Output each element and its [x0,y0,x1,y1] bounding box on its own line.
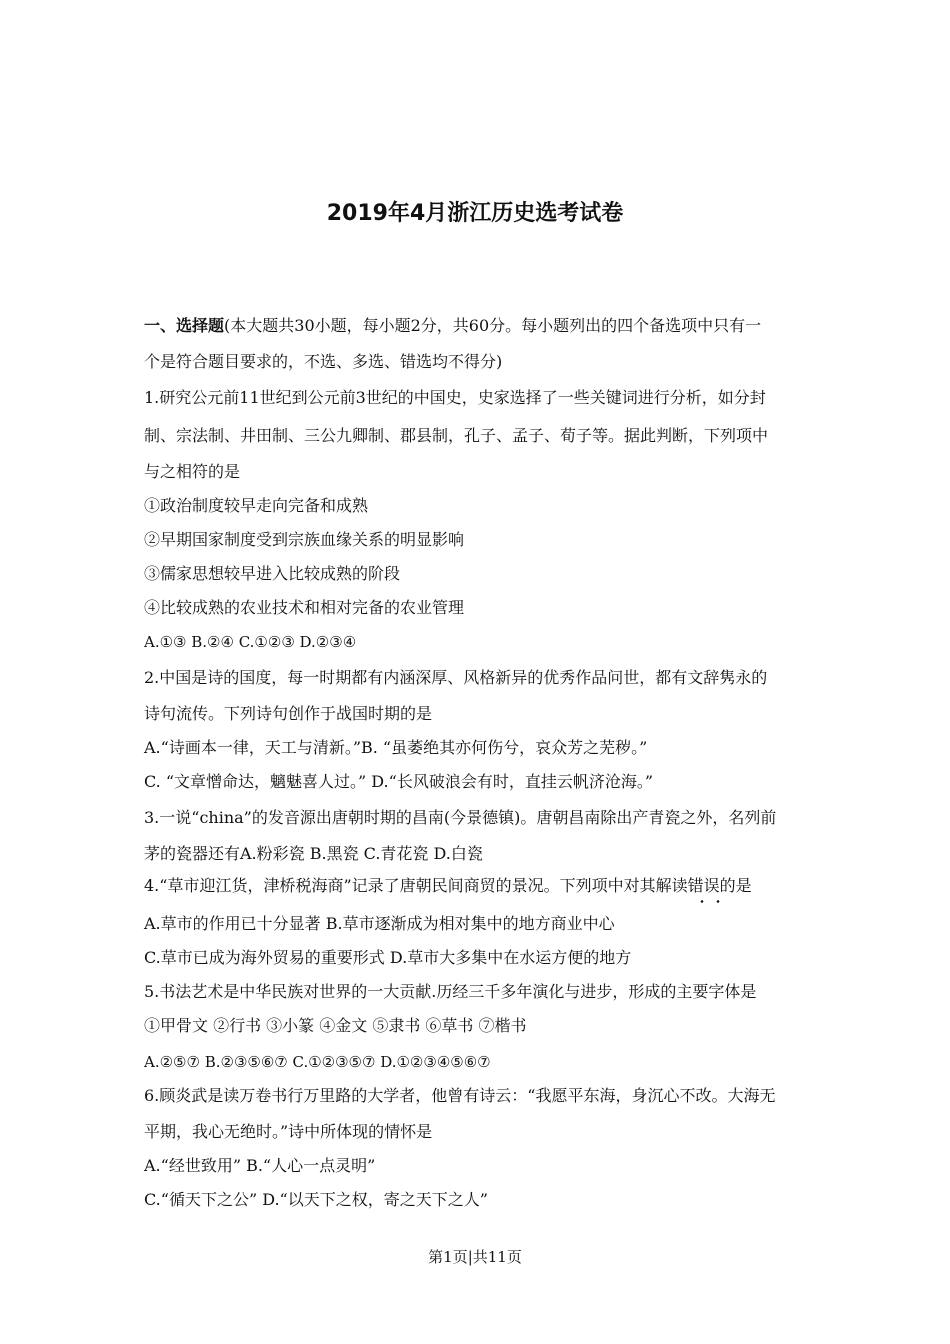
q1-stem-line-3: 与之相符的是 [144,462,241,481]
q2-options-2: C. “文章憎命达，魑魅喜人过。” D.“长风破浪会有时，直挂云帆济沧海。” [144,772,653,791]
q1-item-1: ①政治制度较早走向完备和成熟 [144,496,369,515]
q4-stem-after: 的是 [719,876,752,895]
q4-stem-emphasis: 错误 [687,876,720,895]
q4-stem-before: 4.“草市迎江货，津桥税海商”记录了唐朝民间商贸的景况。下列项中对其解读 [144,876,688,895]
q2-stem-line-2: 诗句流传。下列诗句创作于战国时期的是 [144,704,433,723]
section-head-label: 一、选择题 [144,316,225,335]
q1-stem-line-2: 制、宗法制、井田制、三公九卿制、郡县制，孔子、孟子、荀子等。据此判断，下列项中 [144,426,769,445]
q4-options-1: A.草市的作用已十分显著 B.草市逐渐成为相对集中的地方商业中心 [144,914,615,933]
q3-stem-line-2: 茅的瓷器还有A.粉彩瓷 B.黑瓷 C.青花瓷 D.白瓷 [144,844,483,863]
section-header [144,316,814,336]
page-title: 2019年4月浙江历史选考试卷 [326,201,624,226]
q4-stem [144,876,814,896]
page-footer: 第1页|共11页 [428,1248,522,1266]
q6-stem-line-1: 6.顾炎武是读万卷书行万里路的大学者，他曾有诗云：“我愿平东海，身沉心不改。大海无 [144,1086,776,1105]
q6-options-1: A.“经世致用” B.“人心一点灵明” [144,1156,376,1175]
section-description: (本大题共30小题，每小题2分，共60分。每小题列出的四个备选项中只有一 [224,316,762,335]
section-description-cont: 个是符合题目要求的，不选、多选、错选均不得分) [144,352,503,371]
q1-item-4: ④比较成熟的农业技术和相对完备的农业管理 [144,598,465,617]
q2-stem-line-1: 2.中国是诗的国度，每一时期都有内涵深厚、风格新异的优秀作品问世，都有文辞隽永的 [144,668,768,687]
q1-options: A.①③ B.②④ C.①②③ D.②③④ [144,633,357,651]
q4-options-2: C.草市已成为海外贸易的重要形式 D.草市大多集中在水运方便的地方 [144,948,632,967]
q6-stem-line-2: 平期，我心无绝时。”诗中所体现的情怀是 [144,1122,433,1141]
q1-stem-line-1: 1.研究公元前11世纪到公元前3世纪的中国史，史家选择了一些关键词进行分析，如分封 [144,388,766,407]
q1-item-3: ③儒家思想较早进入比较成熟的阶段 [144,564,401,583]
q3-stem-line-1: 3.一说“china”的发音源出唐朝时期的昌南(今景德镇)。唐朝昌南除出产青瓷之外，名列前 [144,808,777,827]
q2-options-1: A.“诗画本一律，天工与清新。”B. “虽萎绝其亦何伤兮，哀众芳之芜秽。” [144,738,648,757]
q6-options-2: C.“循天下之公” D.“以天下之权，寄之天下之人” [144,1190,488,1209]
q5-items: ①甲骨文 ②行书 ③小篆 ④金文 ⑤隶书 ⑥草书 ⑦楷书 [144,1016,527,1035]
q1-item-2: ②早期国家制度受到宗族血缘关系的明显影响 [144,530,465,549]
q5-options: A.②⑤⑦ B.②③⑤⑥⑦ C.①②③⑤⑦ D.①②③④⑤⑥⑦ [144,1053,491,1071]
q5-stem: 5.书法艺术是中华民族对世界的一大贡献.历经三千多年演化与进步，形成的主要字体是 [144,982,757,1001]
